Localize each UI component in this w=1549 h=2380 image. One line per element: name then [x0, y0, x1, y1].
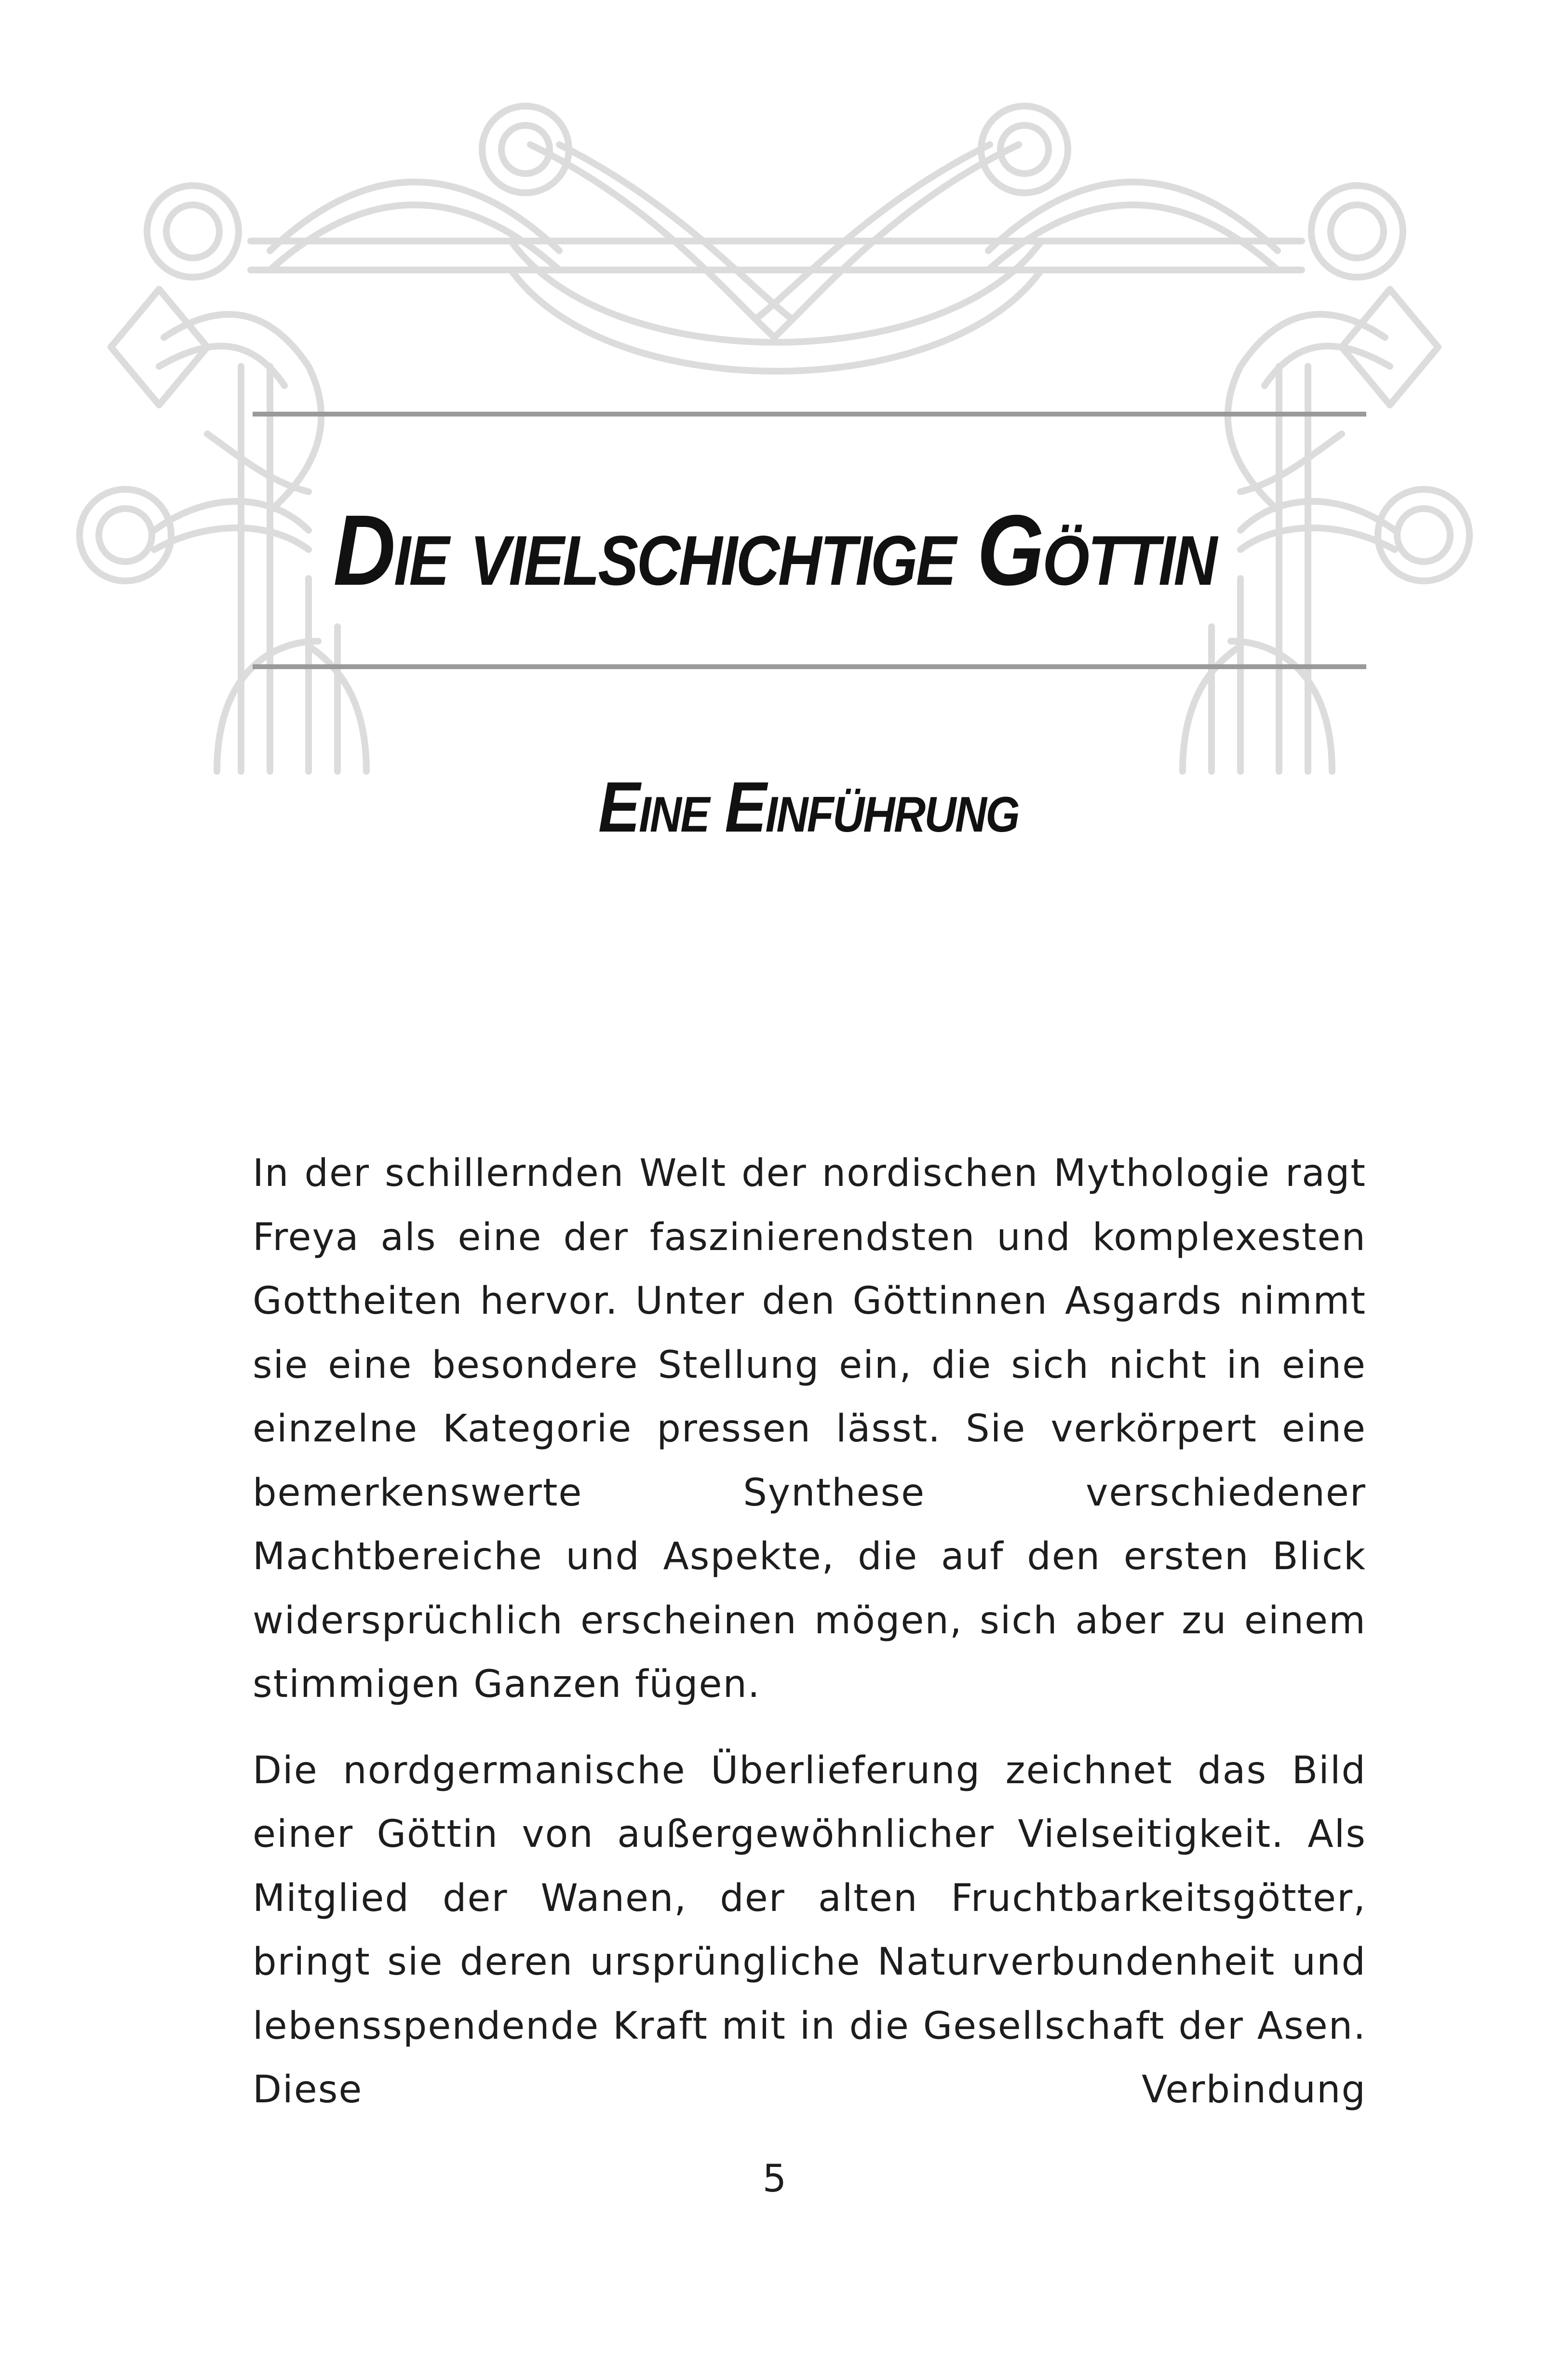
title-rule-top — [253, 412, 1366, 417]
paragraph: Die nordgermanische Überlieferung zeichnet das Bild einer Göttin von außergewöhnlicher Vielseitigkeit. Als Mitglied der Wanen, der alten Fruchtbarkeitsgötter, bringt sie deren ursprüngliche Naturverbundenheit und lebensspendende Kraft mit in die Gesellschaft der Asen. Diese Verbindung — [253, 1748, 1366, 2111]
page-number: 5 — [762, 2157, 787, 2201]
title-rule-bottom — [253, 664, 1366, 669]
body-text — [253, 1142, 1366, 2144]
celtic-knot-ornament — [0, 0, 1549, 820]
paragraph: In der schillernden Welt der nordischen Mythologie ragt Freya als eine der faszinierendsten und komplexesten Gottheiten hervor. Unter den Göttinnen Asgards nimmt sie eine besondere Stellung ein, die sich nicht in eine einzelne Kategorie pressen lässt. Sie verkörpert eine bemerkenswerte Synthese verschiedener Machtbereiche und Aspekte, die auf den ersten Blick widersprüchlich erscheinen mögen, sich aber zu einem stimmigen Ganzen fügen. — [253, 1152, 1366, 1706]
chapter-subtitle: Eine Einführung — [598, 767, 1019, 847]
chapter-title: Die vielschichtige Göttin — [333, 495, 1216, 606]
